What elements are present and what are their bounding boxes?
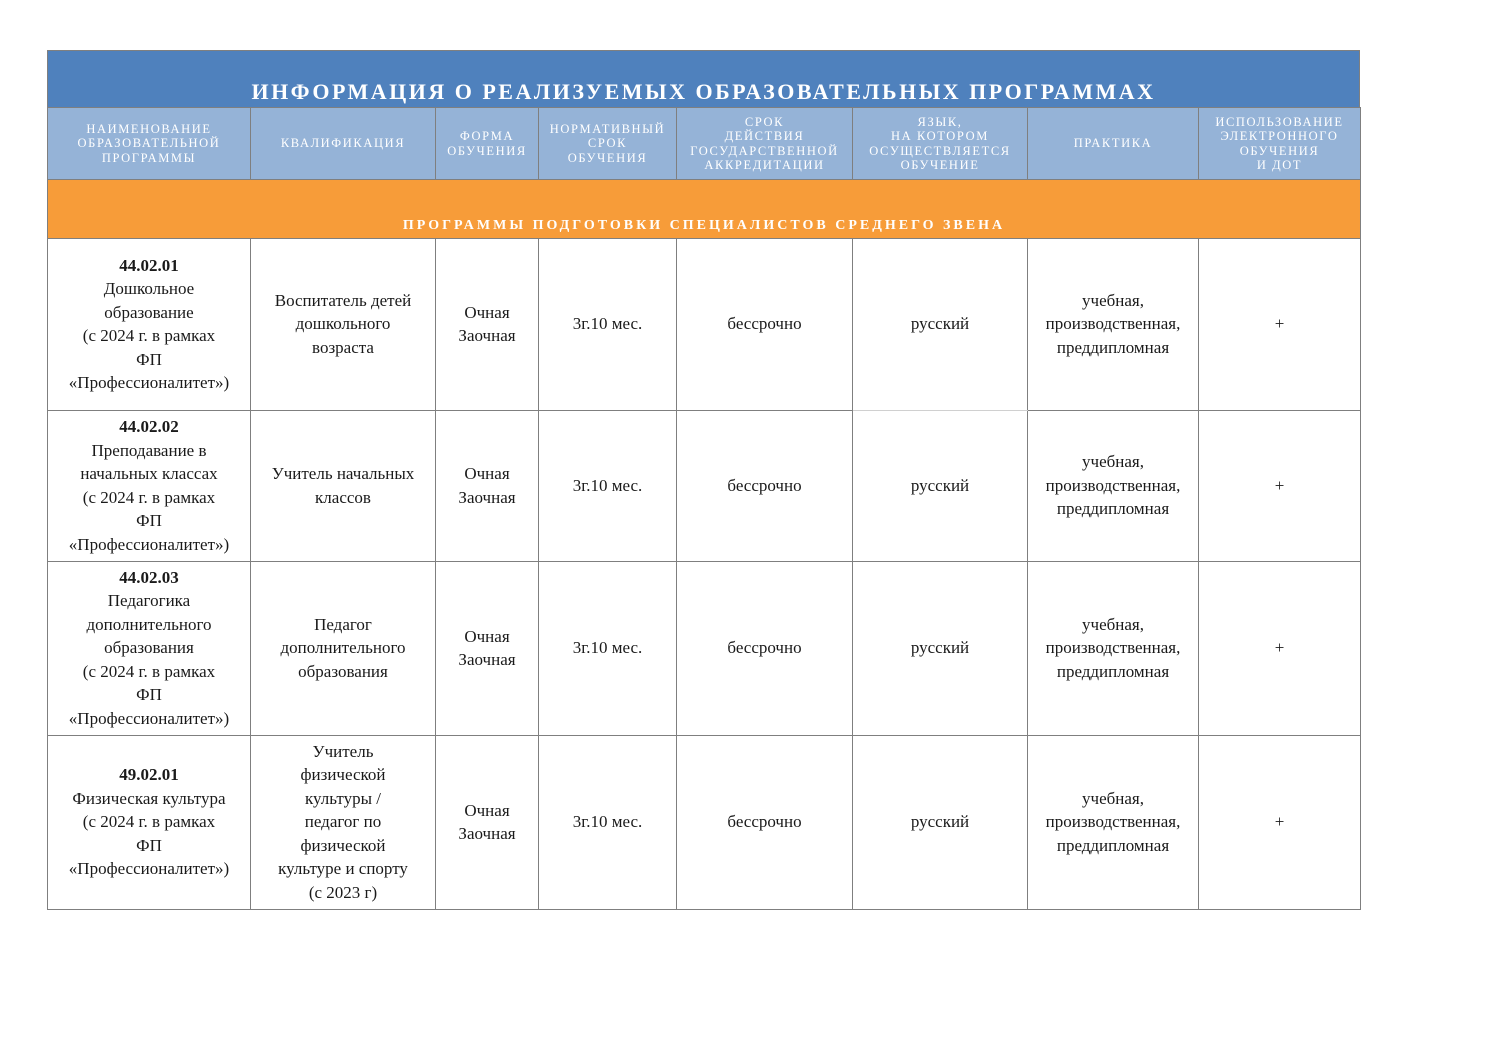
table-row	[48, 561, 1361, 735]
duration-cell: 3г.10 мес.	[539, 561, 677, 735]
header-duration: НОРМАТИВНЫЙ СРОК ОБУЧЕНИЯ	[539, 108, 677, 180]
form-cell: Очная Заочная	[436, 410, 539, 561]
program-cell	[48, 735, 251, 909]
qualification-cell: Воспитатель детей дошкольного возраста	[251, 238, 436, 410]
language-cell: русский	[853, 561, 1028, 735]
qualification-cell: Педагог дополнительного образования	[251, 561, 436, 735]
section-row	[48, 180, 1361, 239]
language-cell: русский	[853, 238, 1028, 410]
language-cell: русский	[853, 735, 1028, 909]
language-cell: русский	[853, 410, 1028, 561]
accreditation-cell: бессрочно	[677, 238, 853, 410]
program-code: 44.02.01	[119, 255, 179, 275]
header-language: ЯЗЫК, НА КОТОРОМ ОСУЩЕСТВЛЯЕТСЯ ОБУЧЕНИЕ	[853, 108, 1028, 180]
header-eo: ИСПОЛЬЗОВАНИЕ ЭЛЕКТРОННОГО ОБУЧЕНИЯ И ДОТ	[1199, 108, 1361, 180]
practice-cell: учебная, производственная, преддипломная	[1028, 238, 1199, 410]
header-form: ФОРМА ОБУЧЕНИЯ	[436, 108, 539, 180]
section-cell	[48, 180, 1361, 239]
header-qualification: КВАЛИФИКАЦИЯ	[251, 108, 436, 180]
eo-cell: +	[1199, 561, 1361, 735]
program-code: 49.02.01	[119, 765, 179, 785]
program-code: 44.02.02	[119, 417, 179, 436]
eo-cell: +	[1199, 238, 1361, 410]
program-name: Дошкольное образование (с 2024 г. в рамках ФП «Профессионалитет»)	[68, 279, 230, 392]
eo-cell: +	[1199, 410, 1361, 561]
duration-cell: 3г.10 мес.	[539, 238, 677, 410]
form-cell: Очная Заочная	[436, 735, 539, 909]
table-row	[48, 238, 1361, 410]
programs-sheet	[47, 50, 1360, 910]
eo-cell: +	[1199, 735, 1361, 909]
practice-cell: учебная, производственная, преддипломная	[1028, 735, 1199, 909]
duration-cell: 3г.10 мес.	[539, 410, 677, 561]
programs-table	[47, 107, 1361, 910]
program-cell	[48, 238, 251, 410]
table-row	[48, 735, 1361, 909]
program-cell	[48, 410, 251, 561]
program-cell	[48, 561, 251, 735]
section-title: ПРОГРАММЫ ПОДГОТОВКИ СПЕЦИАЛИСТОВ СРЕДНЕГО ЗВЕНА	[402, 218, 1006, 233]
table-row	[48, 410, 1361, 561]
program-name: Педагогика дополнительного образования (с 2024 г. в рамках ФП «Профессионалитет»)	[68, 591, 230, 728]
qualification-cell: Учитель физической культуры / педагог по физической культуре и спорту (с 2023 г)	[251, 735, 436, 909]
program-name: Преподавание в начальных классах (с 2024 г. в рамках ФП «Профессионалитет»)	[68, 440, 230, 554]
accreditation-cell: бессрочно	[677, 735, 853, 909]
header-program: НАИМЕНОВАНИЕ ОБРАЗОВАТЕЛЬНОЙ ПРОГРАММЫ	[48, 108, 251, 180]
duration-cell: 3г.10 мес.	[539, 735, 677, 909]
page-title: ИНФОРМАЦИЯ О РЕАЛИЗУЕМЫХ ОБРАЗОВАТЕЛЬНЫХ ПРОГРАММАХ	[251, 79, 1156, 104]
accreditation-cell: бессрочно	[677, 561, 853, 735]
practice-cell: учебная, производственная, преддипломная	[1028, 561, 1199, 735]
title-band	[47, 50, 1360, 107]
qualification-cell: Учитель начальных классов	[251, 410, 436, 561]
program-code: 44.02.03	[119, 567, 179, 587]
accreditation-cell: бессрочно	[677, 410, 853, 561]
header-accreditation: СРОК ДЕЙСТВИЯ ГОСУДАРСТВЕННОЙ АККРЕДИТАЦИИ	[677, 108, 853, 180]
form-cell: Очная Заочная	[436, 238, 539, 410]
form-cell: Очная Заочная	[436, 561, 539, 735]
practice-cell: учебная, производственная, преддипломная	[1028, 410, 1199, 561]
header-row	[48, 108, 1361, 180]
program-name: Физическая культура (с 2024 г. в рамках ФП «Профессионалитет»)	[68, 788, 230, 879]
header-practice: ПРАКТИКА	[1028, 108, 1199, 180]
